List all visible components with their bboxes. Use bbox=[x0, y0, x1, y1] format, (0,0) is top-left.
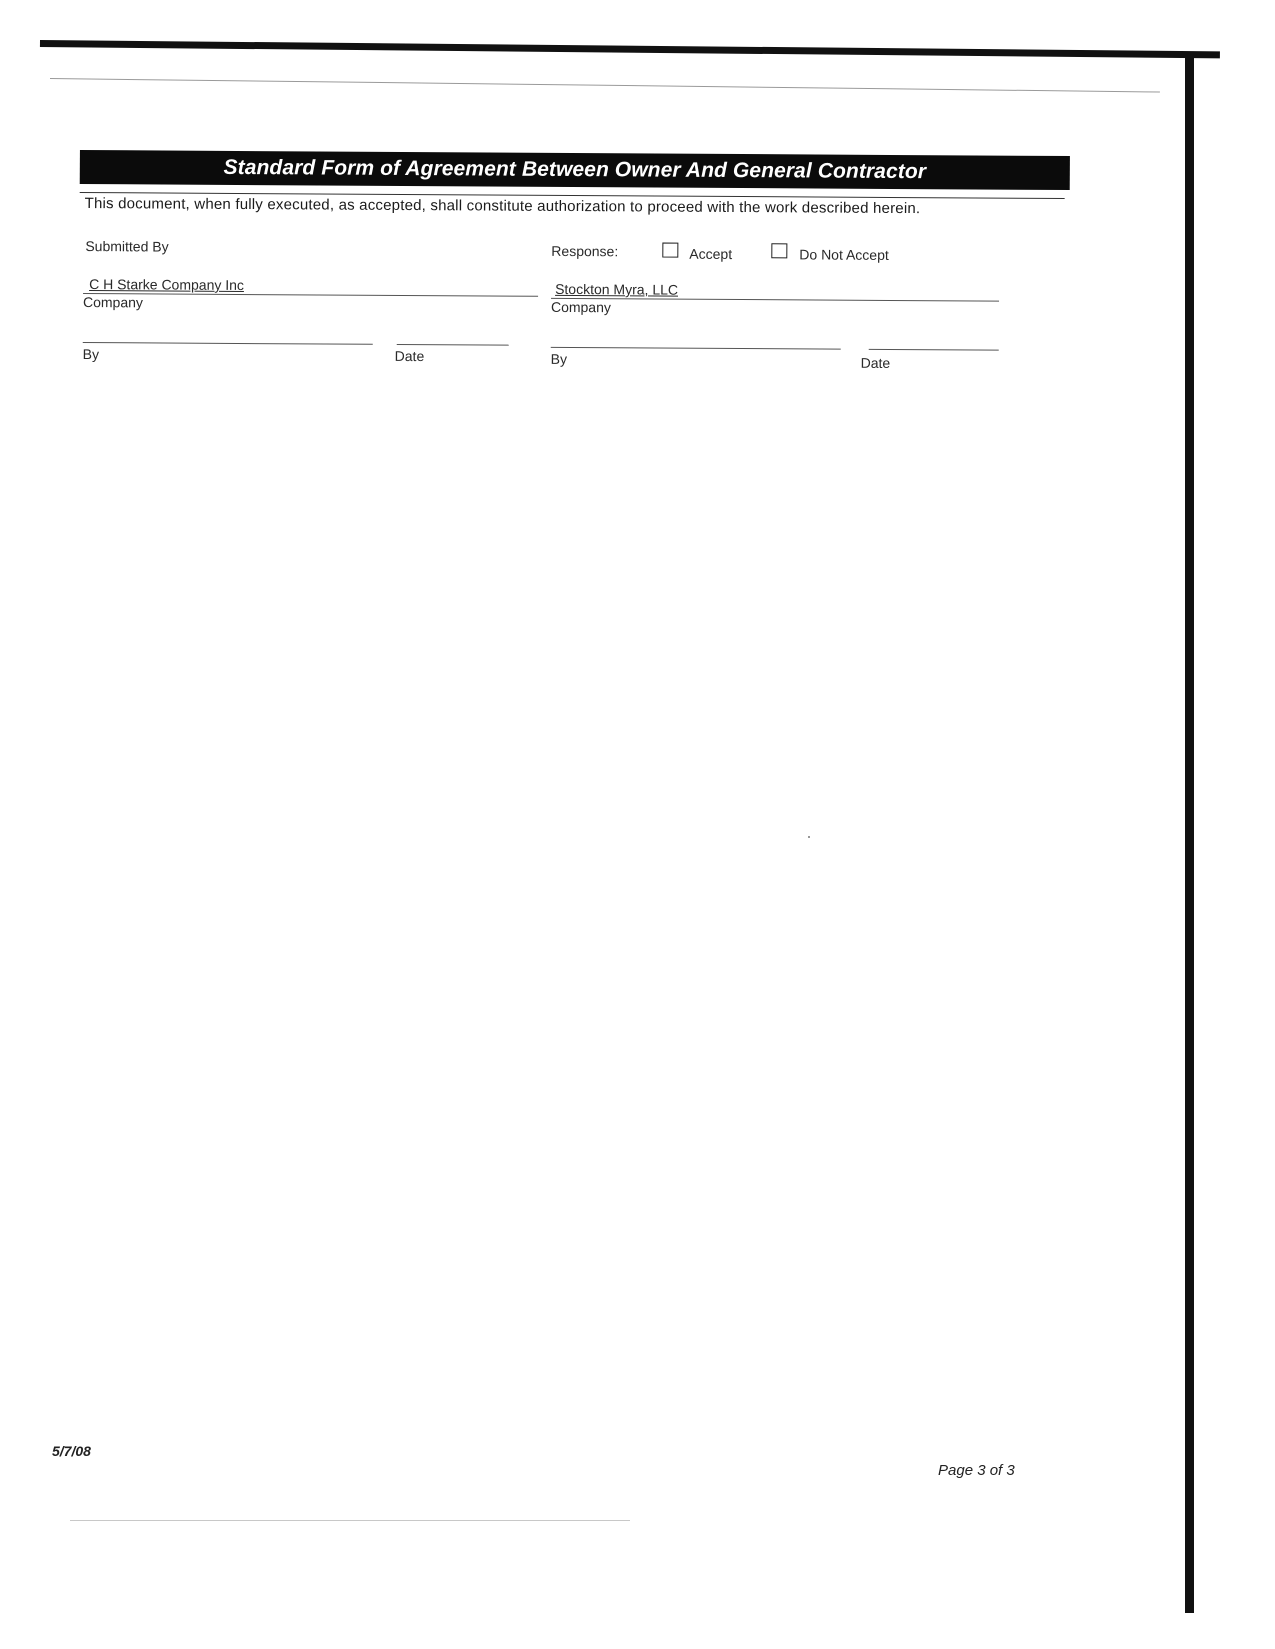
scan-right-border bbox=[1185, 58, 1194, 1613]
scan-artifact-line bbox=[50, 78, 1160, 93]
response-label: Response: bbox=[551, 242, 619, 260]
do-not-accept-label: Do Not Accept bbox=[799, 246, 889, 263]
footer-page-number: Page 3 of 3 bbox=[938, 1462, 1015, 1479]
owner-date-label: Date bbox=[860, 354, 891, 371]
submitter-company-value[interactable]: C H Starke Company Inc bbox=[89, 276, 245, 294]
do-not-accept-checkbox[interactable] bbox=[771, 243, 787, 258]
scan-artifact-line bbox=[70, 1520, 630, 1521]
owner-date-line[interactable] bbox=[869, 349, 999, 351]
submitter-company-line bbox=[83, 293, 538, 297]
agreement-form bbox=[80, 140, 1080, 371]
owner-by-label: By bbox=[550, 350, 568, 367]
submitter-by-label: By bbox=[82, 346, 100, 363]
submitter-date-label: Date bbox=[394, 347, 425, 365]
owner-by-line[interactable] bbox=[551, 347, 841, 350]
owner-company-line bbox=[551, 298, 999, 302]
submitter-date-line[interactable] bbox=[397, 344, 509, 346]
scan-top-border bbox=[40, 40, 1220, 58]
document-title: Standard Form of Agreement Between Owner And General Contractor bbox=[80, 150, 1070, 190]
scan-speck bbox=[808, 836, 810, 838]
submitter-by-line[interactable] bbox=[83, 342, 373, 345]
owner-company-value[interactable]: Stockton Myra, LLC bbox=[555, 280, 679, 298]
owner-company-label: Company bbox=[550, 298, 611, 316]
submitted-by-label: Submitted By bbox=[85, 238, 169, 255]
footer-date: 5/7/08 bbox=[52, 1443, 91, 1459]
intro-text: This document, when fully executed, as accepted, shall constitute authorization to proceed with the work described herein. bbox=[84, 195, 921, 218]
accept-checkbox[interactable] bbox=[662, 243, 678, 258]
accept-label: Accept bbox=[689, 245, 733, 262]
submitter-company-label: Company bbox=[82, 294, 143, 311]
